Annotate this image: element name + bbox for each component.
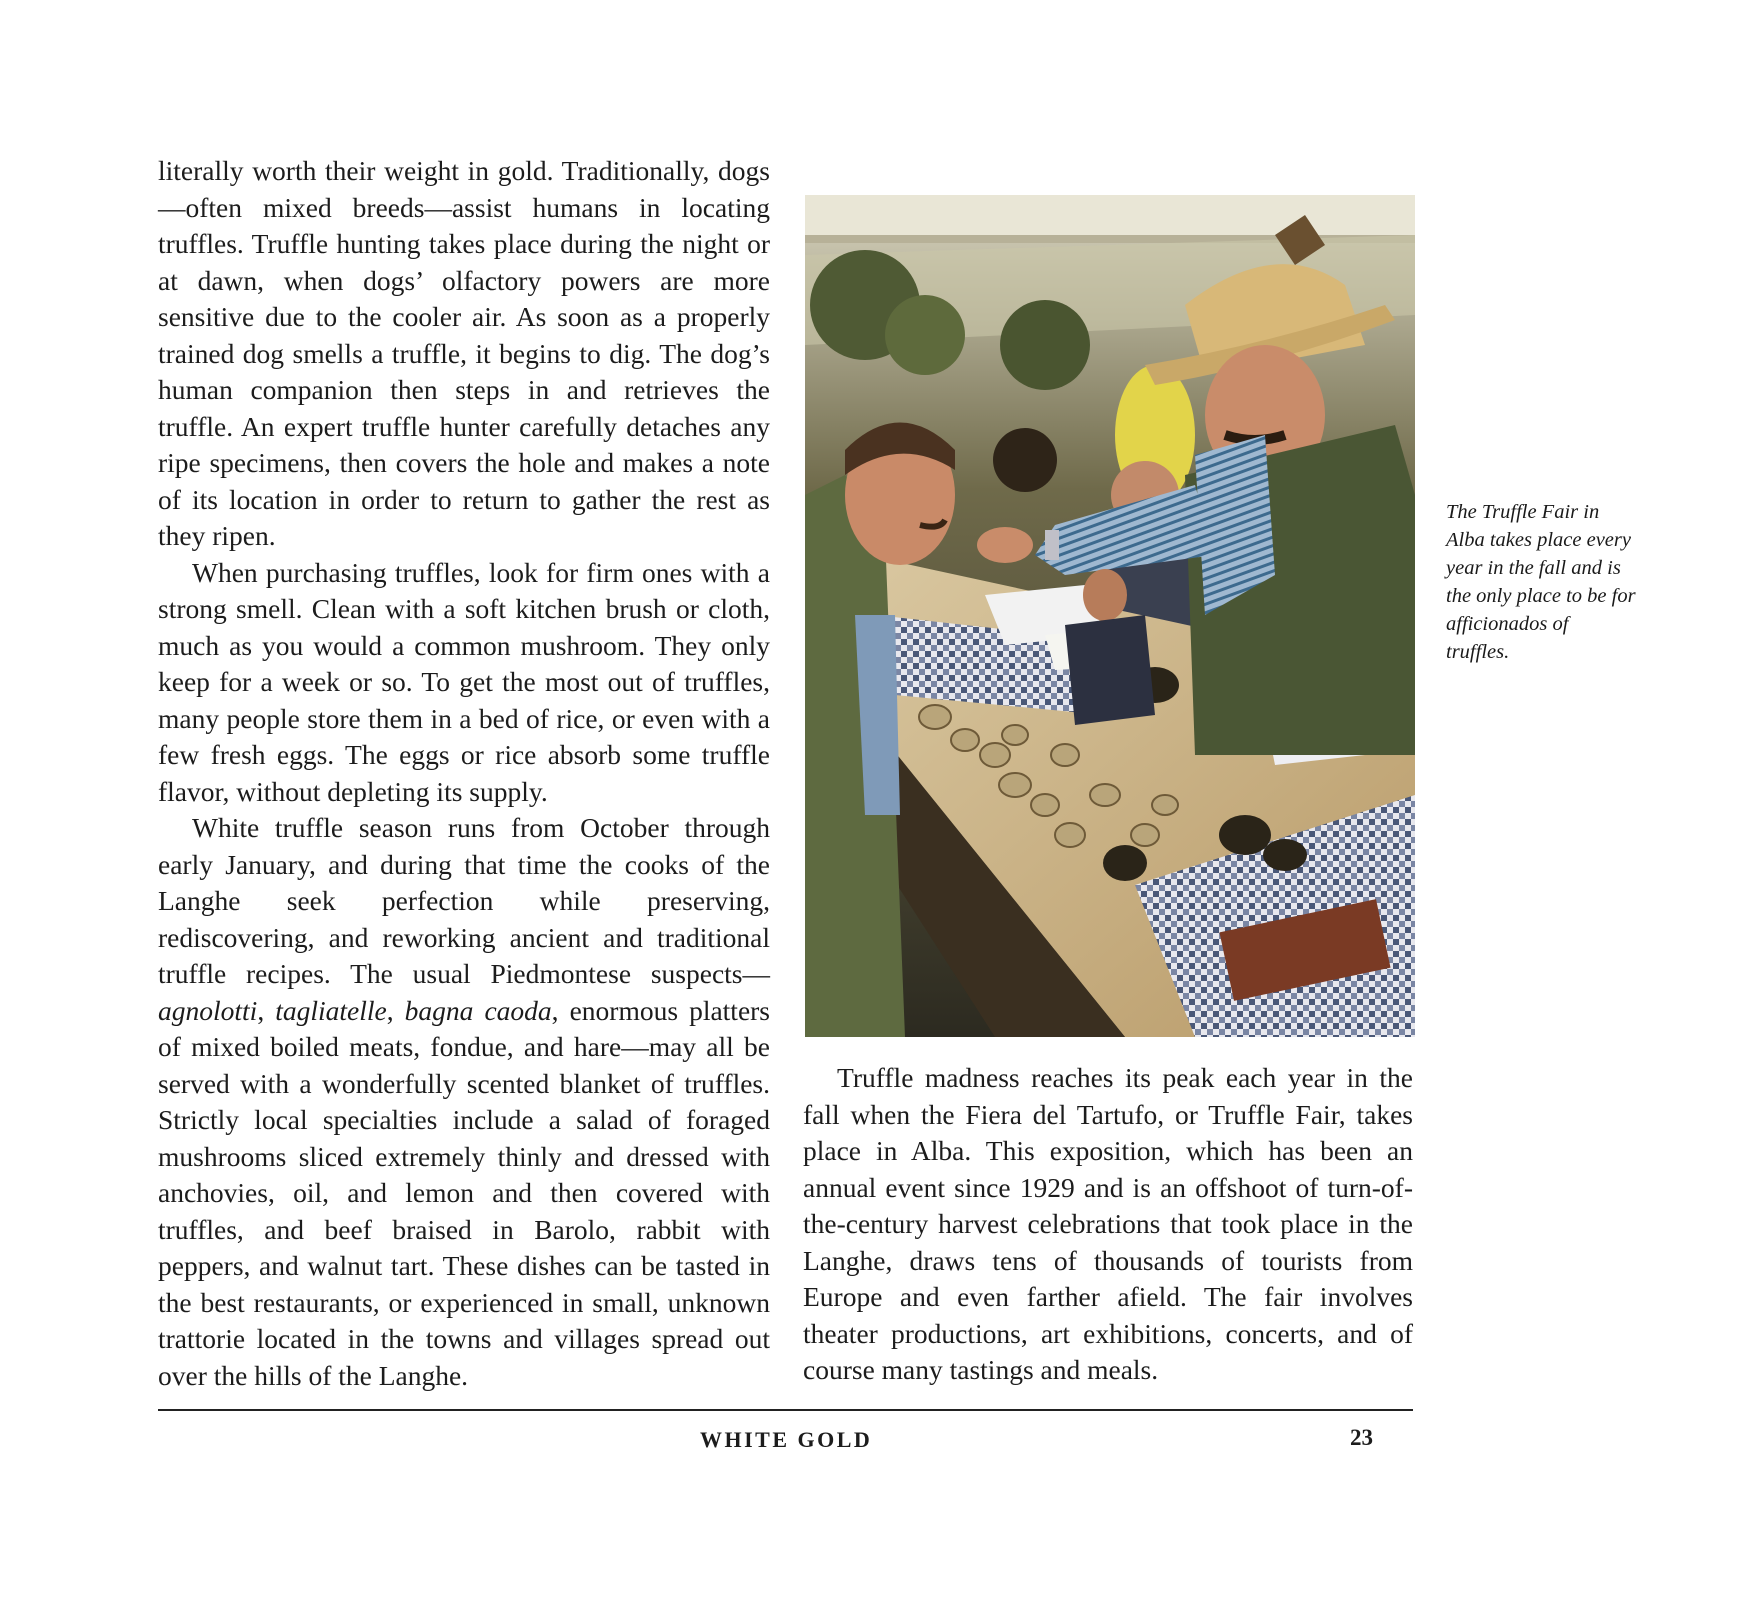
left-text-column <box>158 153 770 1394</box>
dish-name: agnolotti <box>158 994 258 1026</box>
footer-divider <box>158 1409 1413 1411</box>
truffle-fair-photo <box>805 195 1415 1037</box>
paragraph: literally worth their weight in gold. Traditionally, dogs—often mixed breeds—assist humans in locating truffles. Truffle hunting takes place during the night or at dawn, when dogs’ olfactory powers are more sensitive due to the cooler air. As soon as a properly trained dog smells a truffle, it begins to dig. The dog’s human companion then steps in and retrieves the truffle. An expert truffle hunter carefully detaches any ripe specimens, then covers the hole and makes a note of its location in order to return to gather the rest as they ripen. <box>158 155 770 551</box>
paragraph: Truffle madness reaches its peak each year in the fall when the Fiera del Tartufo, or Truffle Fair, takes place in Alba. This exposition, which has been an annual event since 1929 and is an offshoot of turn-of-the-century harvest celebrations that took place in the Langhe, draws tens of thousands of tourists from Europe and even farther afield. The fair involves theater productions, art exhibitions, concerts, and of course many tastings and meals. <box>803 1062 1413 1385</box>
paragraph: When purchasing truffles, look for firm ones with a strong smell. Clean with a soft kitchen brush or cloth, much as you would a common mushroom. They only keep for a week or so. To get the most out of truffles, many people store them in a bed of rice, or even with a few fresh eggs. The eggs or rice absorb some truffle flavor, without depleting its supply. <box>158 556 770 807</box>
page-number: 23 <box>1350 1425 1373 1450</box>
running-head: WHITE GOLD <box>700 1427 873 1452</box>
dish-name: tagliatelle <box>275 994 387 1026</box>
photo-caption: The Truffle Fair in Alba takes place every year in the fall and is the only place to be for afficionados of truffles. <box>1446 501 1636 663</box>
right-text-column <box>803 1060 1413 1389</box>
dish-name: bagna caoda <box>404 994 552 1026</box>
paragraph: White truffle season runs from October through early January, and during that time the cooks of the Langhe seek perfection while preserving, rediscovering, and reworking ancient and traditional truffle recipes. The usual Piedmontese suspects—agnolotti, tagliatelle, bagna caoda, enormous platters of mixed boiled meats, fondue, and hare—may all be served with a wonderfully scented blanket of truffles. Strictly local specialties include a salad of foraged mushrooms sliced extremely thinly and dressed with anchovies, oil, and lemon and then covered with truffles, and beef braised in Barolo, rabbit with peppers, and walnut tart. These dishes can be tasted in the best restaurants, or experienced in small, unknown trattorie located in the towns and villages spread out over the hills of the Langhe. <box>158 812 771 1391</box>
photo-illustration <box>805 195 1415 1037</box>
